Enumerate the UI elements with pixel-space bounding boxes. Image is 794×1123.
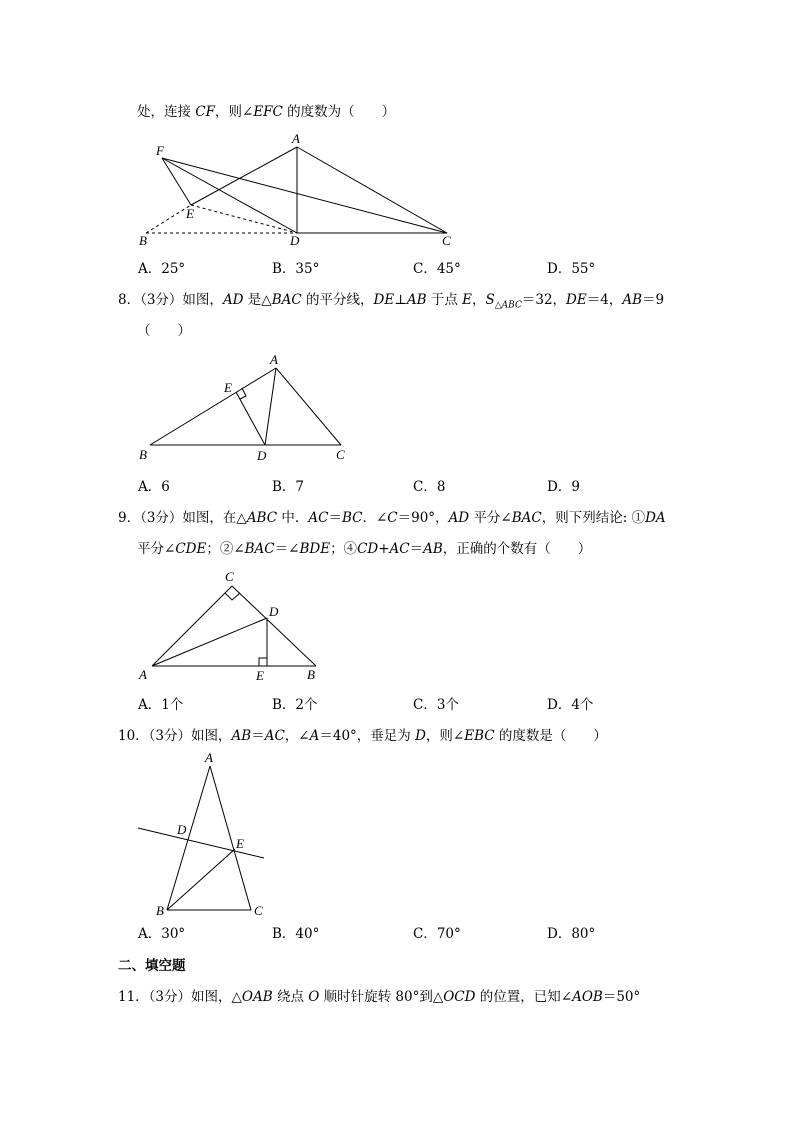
q11-t5: 顺时针旋转 80°到△: [319, 989, 444, 1005]
q8-label-e: E: [224, 380, 232, 395]
q10-t10: EBC: [464, 728, 495, 744]
q9-l2e: ＝∠: [274, 541, 300, 557]
q7-option-a[interactable]: A．25°: [138, 261, 186, 277]
q8-t12: S: [485, 292, 495, 308]
q9-option-d[interactable]: D．4个: [547, 697, 594, 713]
q10-option-d[interactable]: D．80°: [547, 926, 596, 942]
q10-option-b[interactable]: B．40°: [272, 926, 320, 942]
q10-t7: ＝40°，垂足为: [319, 728, 416, 744]
q10-label-a: A: [205, 750, 213, 765]
q10-label-d: D: [177, 822, 187, 837]
q8-t10: E: [462, 292, 473, 308]
q9-t4: AC: [308, 510, 329, 526]
q11-t3: 绕点: [272, 989, 309, 1005]
q8-option-d[interactable]: D．9: [547, 479, 580, 495]
q9-option-a[interactable]: A．1个: [138, 697, 184, 713]
q9-label-b: B: [307, 667, 315, 682]
q9-t5: ＝: [328, 510, 342, 526]
q11-t6: OCD: [443, 989, 476, 1005]
q8-t4: BAC: [271, 292, 302, 308]
q10-t4: AC: [264, 728, 285, 744]
q9-t12: BAC: [511, 510, 542, 526]
q7-option-d[interactable]: D．55°: [547, 261, 596, 277]
q9-option-b[interactable]: B．2个: [272, 697, 318, 713]
q11-t8: AOB: [572, 989, 603, 1005]
q8-label-c: C: [336, 447, 345, 462]
q8-option-b[interactable]: B．7: [272, 479, 305, 495]
q7-label-c: C: [442, 233, 451, 248]
q9-l2d: BAC: [244, 541, 275, 557]
q8-t2: AD: [222, 292, 244, 308]
q8-t14: DE: [566, 292, 587, 308]
q9-l2h: CD: [357, 541, 379, 557]
q10-line-ab: [167, 766, 210, 910]
q9-label-e: E: [256, 668, 264, 683]
q7-text-mid: ，则∠: [215, 104, 254, 120]
q9-l2b: CDE: [175, 541, 207, 557]
q10-option-c[interactable]: C．70°: [413, 926, 461, 942]
q9-t9: ＝90°，: [397, 510, 449, 526]
q10-label-c: C: [254, 903, 263, 918]
q7-text-cf: CF: [195, 104, 215, 120]
q9-t1: 9．（3分）如图，在△: [118, 510, 247, 526]
q7-text-efc: EFC: [253, 104, 283, 120]
q10-t11: 的度数是（ ）: [494, 728, 607, 744]
q10-t9: ，则∠: [425, 728, 465, 744]
q8-label-d: D: [257, 448, 267, 463]
q8-t3: 是△: [243, 292, 272, 308]
q11-t7: 的位置，已知∠: [475, 989, 573, 1005]
q9-label-c: C: [225, 569, 234, 584]
q8-t9: 于点: [426, 292, 463, 308]
q9-t11: 平分∠: [469, 510, 512, 526]
q10-option-a[interactable]: A．30°: [138, 926, 186, 942]
q9-label-d: D: [269, 604, 279, 619]
q11-stem: [118, 988, 640, 1006]
q10-t8: D: [415, 728, 426, 744]
q8-t11: ，: [472, 292, 486, 308]
q9-l2g: ；④: [330, 541, 358, 557]
q7-option-b[interactable]: B．35°: [272, 261, 320, 277]
q9-l2a: 平分∠: [137, 541, 176, 557]
q8-t13: ＝32，: [521, 292, 567, 308]
q10-line-ac: [210, 766, 251, 910]
section-title-fill-in: 二、填空题: [118, 958, 186, 974]
q10-line-be: [167, 849, 235, 910]
q8-t1: 8．（3分）如图，: [118, 292, 223, 308]
q7-label-f: F: [156, 143, 164, 158]
q9-l2c: ；②∠: [206, 541, 245, 557]
q8-t6: DE: [373, 292, 395, 308]
q9-option-c[interactable]: C．3个: [413, 697, 459, 713]
q9-t2: ABC: [246, 510, 278, 526]
q9-l2m: ，正确的个数有（ ）: [442, 541, 592, 557]
q11-t1: 11．（3分）如图，△: [118, 989, 242, 1005]
q10-t3: ＝: [251, 728, 265, 744]
q8-option-c[interactable]: C．8: [413, 479, 446, 495]
q10-t1: 10．（3分）如图，: [118, 728, 232, 744]
q8-t8: AB: [406, 292, 427, 308]
q11-t9: ＝50°: [602, 989, 641, 1005]
q9-t3: 中．: [277, 510, 309, 526]
q9-t7: ．∠: [362, 510, 388, 526]
q10-label-b: B: [156, 903, 164, 918]
q7-label-e: E: [186, 206, 194, 221]
q7-label-d: D: [290, 233, 300, 248]
q11-t2: OAB: [241, 989, 273, 1005]
q9-t6: BC: [341, 510, 363, 526]
q10-t2: AB: [231, 728, 252, 744]
q9-label-a: A: [139, 667, 147, 682]
q10-line-perpendicular: [138, 828, 264, 858]
q9-t14: DA: [645, 510, 666, 526]
q8-t12-sub: △ABC: [494, 300, 522, 311]
q9-t10: AD: [448, 510, 470, 526]
q11-t4: O: [308, 989, 320, 1005]
q7-text: 处，连接: [137, 104, 196, 120]
q8-option-a[interactable]: A．6: [138, 479, 170, 495]
q8-t5: 的平分线，: [301, 292, 374, 308]
q9-l2l: AB: [423, 541, 443, 557]
q8-label-a: A: [270, 352, 278, 367]
q8-t16: AB: [622, 292, 642, 308]
q8-t15: ＝4，: [586, 292, 623, 308]
q9-l2f: BDE: [299, 541, 331, 557]
q8-stem-line2: （ ）: [137, 323, 191, 339]
q8-t17: ＝9: [642, 292, 665, 308]
q8-label-b: B: [139, 447, 147, 462]
q7-label-b: B: [139, 233, 147, 248]
q10-t5: ，∠: [284, 728, 310, 744]
q9-l2i: +: [378, 541, 390, 557]
q7-text-suffix: 的度数为（ ）: [282, 104, 396, 120]
q9-t8: C: [387, 510, 398, 526]
q9-l2k: ＝: [409, 541, 424, 557]
q8-t7: ⊥: [394, 292, 407, 308]
q7-label-a: A: [292, 131, 300, 146]
q9-l2j: AC: [389, 541, 410, 557]
q9-t13: ，则下列结论: ①: [541, 510, 646, 526]
q7-option-c[interactable]: C．45°: [413, 261, 461, 277]
q10-t6: A: [309, 728, 320, 744]
q10-label-e: E: [236, 836, 244, 851]
